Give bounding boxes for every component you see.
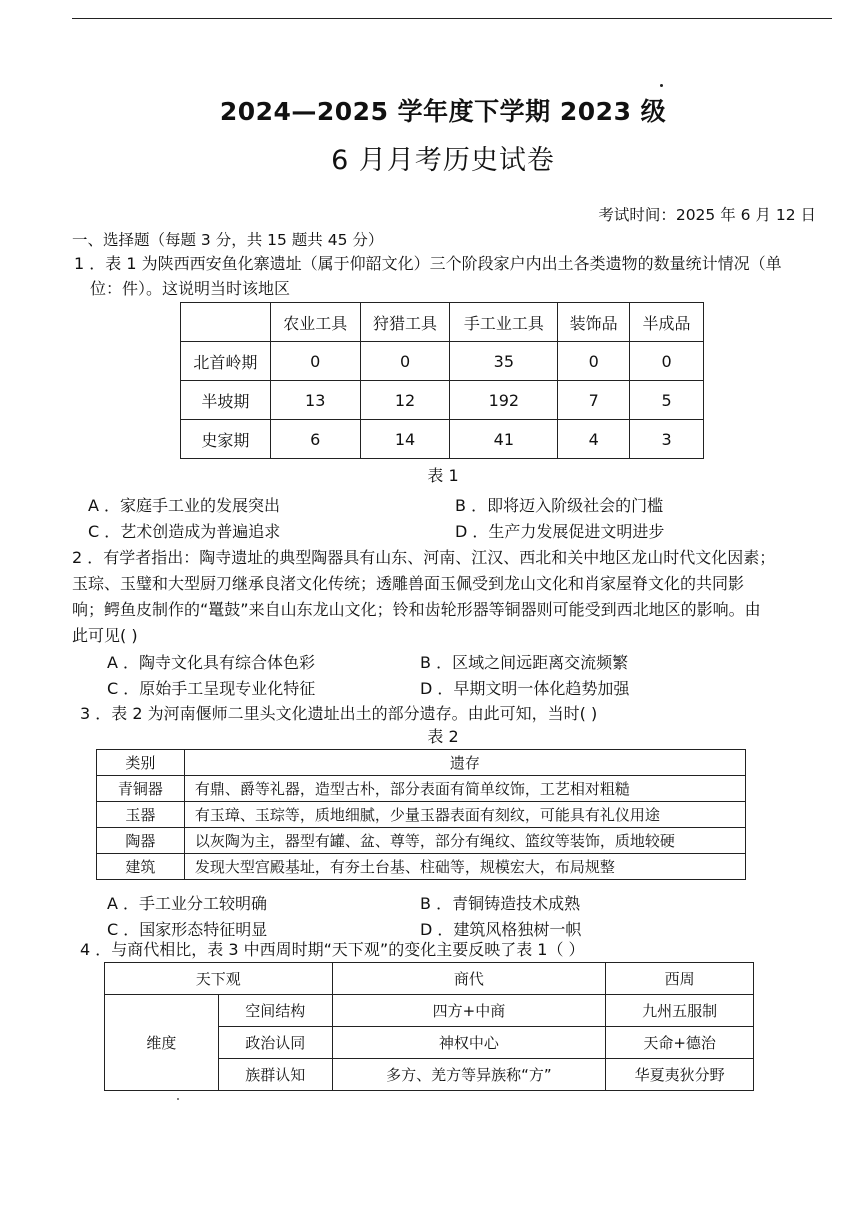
table-header-cell: 手工业工具: [450, 303, 558, 342]
table-cell: 族群认知: [218, 1059, 332, 1091]
table-row: [97, 828, 746, 854]
q3-stem: 3 ．表 2 为河南偃师二里头文化遗址出土的部分遗存。由此可知，当时( ): [80, 704, 598, 723]
q2-line4: 此可见( ): [72, 626, 138, 645]
table-row: [181, 381, 704, 420]
table-header-cell: 装饰品: [558, 303, 630, 342]
table-cell: 陶器: [97, 828, 185, 854]
table-cell: 以灰陶为主，器型有罐、盆、尊等，部分有绳纹、篮纹等装饰，质地较硬: [184, 828, 745, 854]
q4-stem: 4 ．与商代相比，表 3 中西周时期“天下观”的变化主要反映了表 1（ ）: [80, 940, 585, 959]
table-row: [105, 995, 754, 1027]
table-cell: 12: [360, 381, 450, 420]
table-cell: 6: [270, 420, 360, 459]
table-header-cell: 商代: [332, 963, 606, 995]
table-cell: 0: [270, 342, 360, 381]
q2-line1: 2 ．有学者指出：陶寺遗址的典型陶器具有山东、河南、江汉、西北和关中地区龙山时代文化因素；: [72, 548, 776, 567]
top-rule: [72, 18, 832, 19]
q2-line2: 玉琮、玉璧和大型厨刀继承良渚文化传统；透雕兽面玉佩受到龙山文化和肖家屋脊文化的共同影: [72, 574, 745, 593]
table-header-row: [105, 963, 754, 995]
q2-option-d[interactable]: D ．早期文明一体化趋势加强: [420, 679, 630, 698]
table-cell: 青铜器: [97, 776, 185, 802]
q3-table: [96, 749, 746, 880]
table-row: [181, 342, 704, 381]
table-cell: 多方、羌方等异族称“方”: [332, 1059, 606, 1091]
q2-option-c[interactable]: C ．原始手工呈现专业化特征: [107, 679, 316, 698]
table-cell: 0: [558, 342, 630, 381]
table-cell: 建筑: [97, 854, 185, 880]
table-cell: 192: [450, 381, 558, 420]
table-header-cell: 农业工具: [270, 303, 360, 342]
q3-option-c[interactable]: C ．国家形态特征明显: [107, 920, 268, 939]
q1-table: [180, 302, 704, 459]
table-cell: 有鼎、爵等礼器，造型古朴，部分表面有简单纹饰，工艺相对粗糙: [184, 776, 745, 802]
table-cell: 史家期: [181, 420, 271, 459]
exam-time: 考试时间：2025 年 6 月 12 日: [598, 206, 816, 224]
q1-option-d[interactable]: D ．生产力发展促进文明进步: [455, 522, 665, 541]
table-cell: 九州五服制: [606, 995, 754, 1027]
q2-option-b[interactable]: B ．区域之间远距离交流频繁: [420, 653, 629, 672]
table-header-cell: 西周: [606, 963, 754, 995]
table-header-cell: [181, 303, 271, 342]
table-cell: 0: [630, 342, 704, 381]
q1-option-c[interactable]: C ．艺术创造成为普遍追求: [88, 522, 281, 541]
table-cell: 13: [270, 381, 360, 420]
table-cell: 四方+中商: [332, 995, 606, 1027]
q1-table-caption: 表 1: [427, 466, 459, 485]
table-cell: 半坡期: [181, 381, 271, 420]
table-cell: 0: [360, 342, 450, 381]
q1-option-a[interactable]: A ．家庭手工业的发展突出: [88, 496, 281, 515]
table-cell: 华夏夷狄分野: [606, 1059, 754, 1091]
q3-option-a[interactable]: A ．手工业分工较明确: [107, 894, 268, 913]
table-cell: 政治认同: [218, 1027, 332, 1059]
table-cell: 4: [558, 420, 630, 459]
table-header-row: [181, 303, 704, 342]
table-cell: 3: [630, 420, 704, 459]
q1-stem-line2: 位：件）。这说明当时该地区: [90, 279, 291, 298]
table-header-cell: 半成品: [630, 303, 704, 342]
q2-option-a[interactable]: A ．陶寺文化具有综合体色彩: [107, 653, 316, 672]
q1-option-b[interactable]: B ．即将迈入阶级社会的门槛: [455, 496, 664, 515]
table-cell: 有玉璋、玉琮等，质地细腻，少量玉器表面有刻纹，可能具有礼仪用途: [184, 802, 745, 828]
table-header-cell: 遗存: [184, 750, 745, 776]
exam-title-line2: 6 月月考历史试卷: [331, 145, 555, 176]
table-cell: 空间结构: [218, 995, 332, 1027]
stray-dot: [660, 84, 663, 87]
table-header-cell: 狩猎工具: [360, 303, 450, 342]
table-cell: 神权中心: [332, 1027, 606, 1059]
q2-line3: 响；鳄鱼皮制作的“鼍鼓”来自山东龙山文化；铃和齿轮形器等铜器则可能受到西北地区的影响。由: [72, 600, 761, 619]
table-cell: 发现大型宫殿基址，有夯土台基、柱础等，规模宏大，布局规整: [184, 854, 745, 880]
table-cell: 天命+德治: [606, 1027, 754, 1059]
table-cell: 14: [360, 420, 450, 459]
q4-table: [104, 962, 754, 1091]
q3-option-d[interactable]: D ．建筑风格独树一帜: [420, 920, 582, 939]
q1-stem-line1: 1 ．表 1 为陕西西安鱼化寨遗址（属于仰韶文化）三个阶段家户内出土各类遗物的数量统计情况（单: [74, 254, 782, 273]
table-row: [181, 420, 704, 459]
table-header-cell: 类别: [97, 750, 185, 776]
table-header-row: [97, 750, 746, 776]
stray-dot: [177, 1098, 179, 1100]
table-row: [97, 854, 746, 880]
table-row: [97, 802, 746, 828]
table-row: [97, 776, 746, 802]
table-cell: 41: [450, 420, 558, 459]
q3-option-b[interactable]: B ．青铜铸造技术成熟: [420, 894, 581, 913]
table-cell: 玉器: [97, 802, 185, 828]
table-cell: 35: [450, 342, 558, 381]
section-heading: 一、选择题（每题 3 分，共 15 题共 45 分）: [72, 231, 384, 249]
table-cell: 5: [630, 381, 704, 420]
exam-title-line1: 2024—2025 学年度下学期 2023 级: [219, 97, 667, 126]
table-group-cell: 维度: [105, 995, 219, 1091]
table-cell: 7: [558, 381, 630, 420]
table-header-cell: 天下观: [105, 963, 333, 995]
q3-table-caption: 表 2: [427, 727, 459, 746]
table-cell: 北首岭期: [181, 342, 271, 381]
